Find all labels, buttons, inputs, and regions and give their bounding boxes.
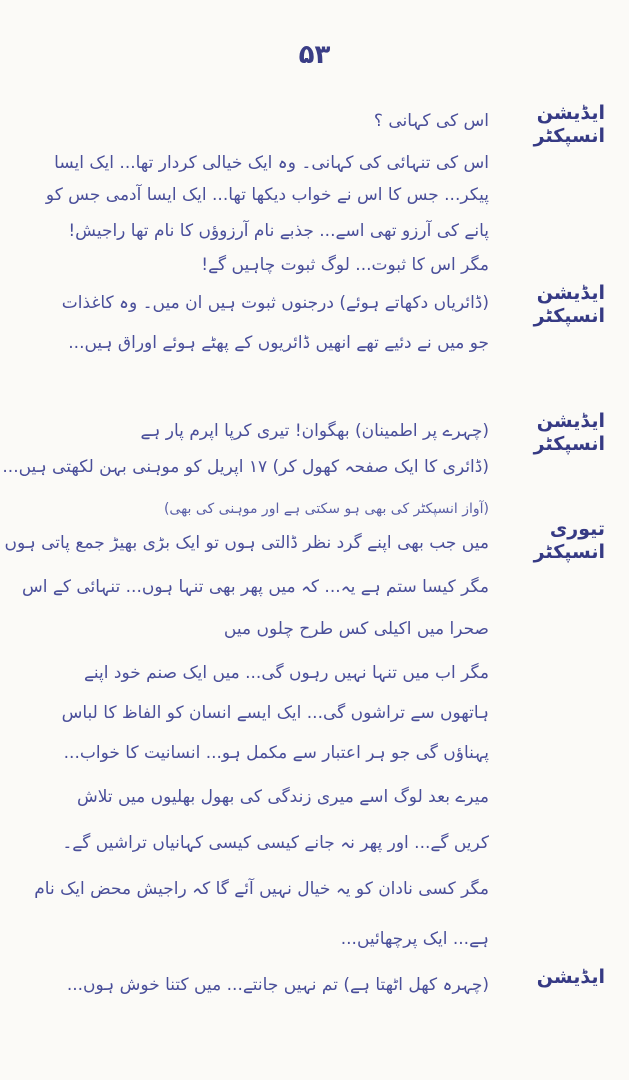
text-line: اس کی کہانی ؟ bbox=[373, 111, 489, 131]
text-line: میں جب بھی اپنے گرد نظر ڈالتی ہوں تو ایک بڑی بھیڑ جمع پاتی ہوں bbox=[4, 533, 489, 553]
speaker-label: تیوری انسپکٹر bbox=[533, 518, 605, 563]
text-line: مگر کسی نادان کو یہ خیال نہیں آئے گا کہ راجیش محض ایک نام bbox=[34, 879, 489, 899]
text-line: پانے کی آرزو تھی اسے... جذبے نام آرزوؤں کا نام تھا راجیش! bbox=[68, 221, 489, 241]
text-line: (ڈائریاں دکھاتے ہوئے) درجنوں ثبوت ہیں ان میں۔ وہ کاغذات bbox=[61, 293, 489, 313]
text-line: جو میں نے دئیے تھے انھیں ڈائریوں کے پھٹے ہوئے اوراق ہیں... bbox=[68, 333, 489, 353]
text-line: اس کی تنہائی کی کہانی۔ وہ ایک خیالی کردار تھا... ایک ایسا bbox=[54, 153, 489, 173]
speaker-label: ایڈیشن انسپکٹر bbox=[533, 282, 605, 327]
text-line: (چہرے پر اطمینان) بھگوان! تیری کرپا اپرم پار ہے bbox=[140, 421, 489, 441]
page-number: ۵۳ bbox=[298, 40, 331, 70]
speaker-label: ایڈیشن انسپکٹر bbox=[533, 102, 605, 147]
text-line: مگر کیسا ستم ہے یہ... کہ میں پھر بھی تنہا ہوں... تنہائی کے اس bbox=[22, 577, 489, 597]
text-line: (ڈائری کا ایک صفحہ کھول کر) ۱۷ اپریل کو موہنی بہن لکھتی ہیں... bbox=[2, 457, 489, 477]
speaker-label: ایڈیشن bbox=[536, 966, 605, 988]
text-line: صحرا میں اکیلی کس طرح چلوں میں bbox=[223, 619, 489, 639]
text-line: مگر اس کا ثبوت... لوگ ثبوت چاہیں گے! bbox=[201, 255, 489, 275]
text-line: پیکر... جس کا اس نے خواب دیکھا تھا... ایک ایسا آدمی جس کو bbox=[45, 185, 489, 205]
speaker-label: ایڈیشن انسپکٹر bbox=[533, 410, 605, 455]
text-line: ہاتھوں سے تراشوں گی... ایک ایسے انسان کو الفاظ کا لباس bbox=[61, 703, 489, 723]
text-line: ہے... ایک پرچھائیں... bbox=[340, 929, 489, 949]
text-line: کریں گے... اور پھر نہ جانے کیسی کیسی کہانیاں تراشیں گے۔ bbox=[62, 833, 489, 853]
text-line: (چہرہ کھل اٹھتا ہے) تم نہیں جانتے... میں کتنا خوش ہوں... bbox=[66, 975, 489, 995]
text-line: (آواز انسپکٹر کی بھی ہو سکتی ہے اور موہنی کی بھی) bbox=[163, 501, 489, 517]
text-line: میرے بعد لوگ اسے میری زندگی کی بھول بھلیوں میں تلاش bbox=[77, 787, 489, 807]
text-line: مگر اب میں تنہا نہیں رہوں گی... میں ایک صنم خود اپنے bbox=[83, 663, 489, 683]
text-line: پہناؤں گی جو ہر اعتبار سے مکمل ہو... انسانیت کا خواب... bbox=[63, 743, 489, 763]
